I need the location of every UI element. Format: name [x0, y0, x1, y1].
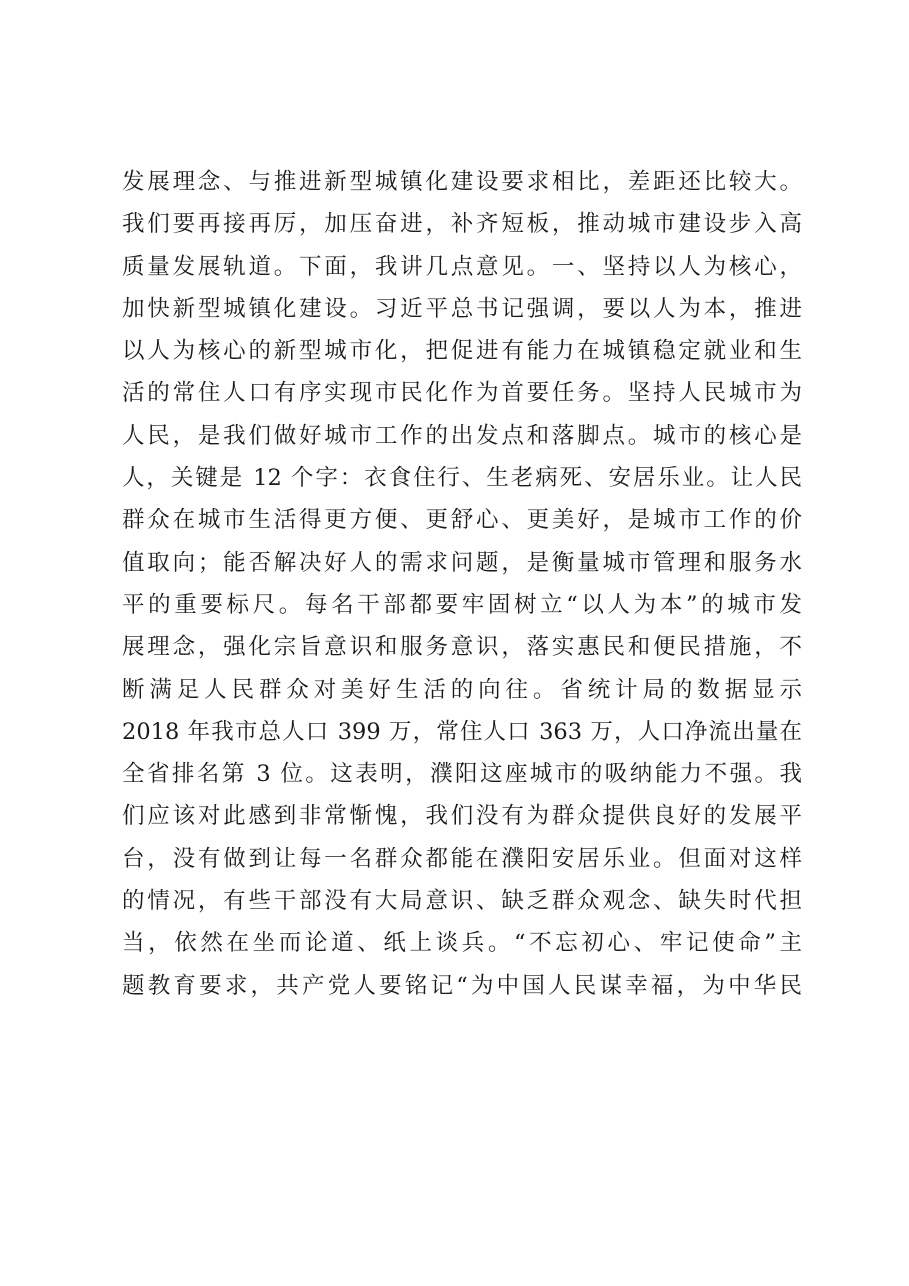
text-line: 题教育要求，共产党人要铭记“为中国人民谋幸福，为中华民 [122, 972, 802, 999]
text-line: 我们要再接再厉，加压奋进，补齐短板，推动城市建设步入高 [122, 211, 802, 238]
text-line: 全省排名第 3 位。这表明，濮阳这座城市的吸纳能力不强。我 [122, 761, 802, 788]
body-text [122, 161, 802, 1007]
text-line: 群众在城市生活得更方便、更舒心、更美好，是城市工作的价 [122, 507, 802, 534]
text-line: 当，依然在坐而论道、纸上谈兵。“不忘初心、牢记使命”主 [122, 930, 802, 957]
text-line: 人民，是我们做好城市工作的出发点和落脚点。城市的核心是 [122, 422, 802, 449]
text-line: 的情况，有些干部没有大局意识、缺乏群众观念、缺失时代担 [122, 888, 802, 915]
text-line: 活的常住人口有序实现市民化作为首要任务。坚持人民城市为 [122, 380, 802, 407]
text-line: 们应该对此感到非常惭愧，我们没有为群众提供良好的发展平 [122, 803, 802, 830]
text-line: 值取向；能否解决好人的需求问题，是衡量城市管理和服务水 [122, 549, 802, 576]
text-line: 展理念，强化宗旨意识和服务意识，落实惠民和便民措施，不 [122, 634, 802, 661]
text-line: 平的重要标尺。每名干部都要牢固树立“以人为本”的城市发 [122, 591, 802, 618]
text-line: 质量发展轨道。下面，我讲几点意见。一、坚持以人为核心， [122, 253, 802, 280]
text-line: 加快新型城镇化建设。习近平总书记强调，要以人为本，推进 [122, 295, 802, 322]
text-line: 2018 年我市总人口 399 万，常住人口 363 万，人口净流出量在 [122, 718, 802, 745]
text-line: 发展理念、与推进新型城镇化建设要求相比，差距还比较大。 [122, 169, 802, 195]
text-line: 以人为核心的新型城市化，把促进有能力在城镇稳定就业和生 [122, 338, 802, 365]
text-line: 台，没有做到让每一名群众都能在濮阳安居乐业。但面对这样 [122, 845, 802, 872]
text-line: 断满足人民群众对美好生活的向往。省统计局的数据显示 [122, 676, 802, 703]
text-line: 人，关键是 12 个字：衣食住行、生老病死、安居乐业。让人民 [122, 465, 802, 492]
